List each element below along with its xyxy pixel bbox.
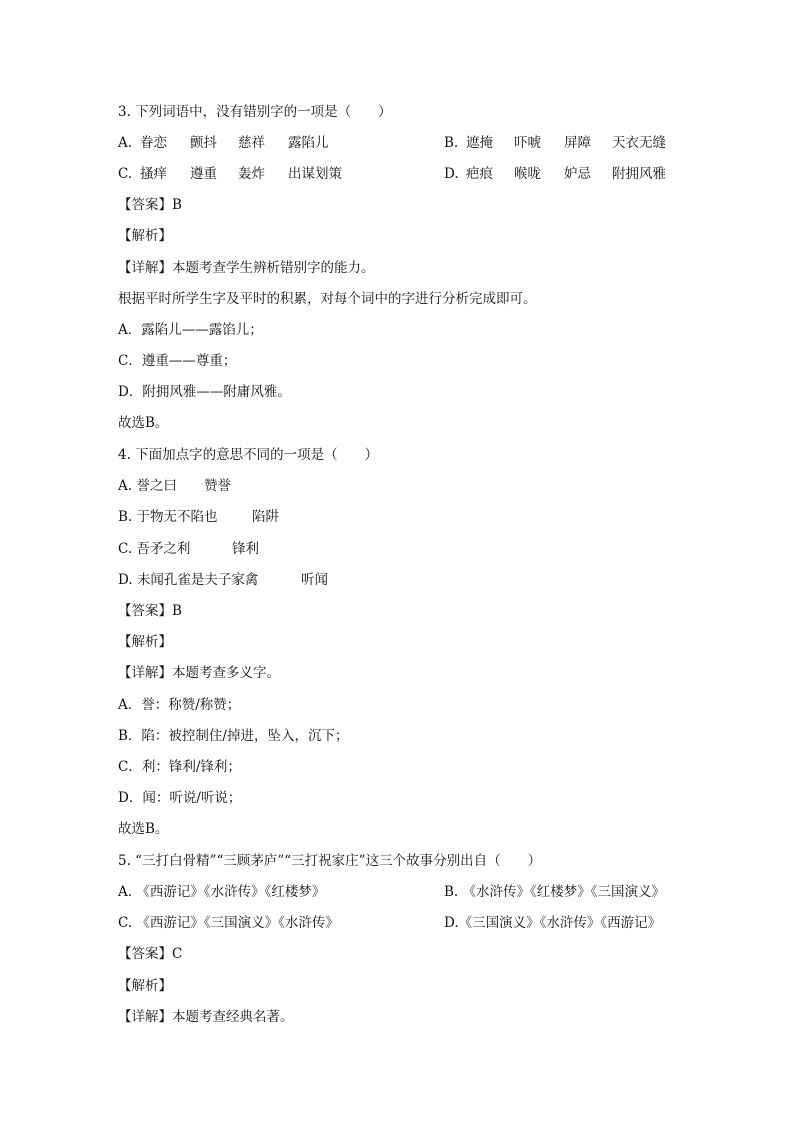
option-c-word-4: 出谋划策 bbox=[288, 166, 342, 182]
option-d-word-1: 疤痕 bbox=[466, 166, 493, 182]
option-c-phrase: C. 吾矛之利 bbox=[118, 541, 191, 557]
option-b: B. 《水浒传》《红楼梦》《三国演义》 bbox=[444, 884, 666, 900]
option-d-word-4: 附拥风雅 bbox=[612, 166, 666, 182]
option-b-word-1: 遮掩 bbox=[466, 135, 493, 151]
question-5-stem: 5. “三打白骨精”“三顾茅庐”“三打祝家庄”这三个故事分别出自（ ） bbox=[118, 853, 542, 869]
option-b-label: B. bbox=[444, 135, 459, 151]
option-c-word-2: 遵重 bbox=[190, 166, 217, 182]
option-d-phrase: D. 未闻孔雀是夫子家禽 bbox=[118, 572, 259, 588]
question-3-analysis-line: A．露陷儿——露馅儿； bbox=[118, 322, 263, 338]
option-b-word-4: 天衣无缝 bbox=[612, 135, 666, 151]
question-3-answer: 【答案】B bbox=[118, 197, 182, 213]
question-4-analysis-line: B．陷：被控制住/掉进，坠入，沉下； bbox=[118, 728, 349, 744]
option-a-word-3: 慈祥 bbox=[238, 135, 265, 151]
option-b-word: 陷阱 bbox=[252, 509, 279, 525]
option-d: D.《三国演义》《水浒传》《西游记》 bbox=[444, 915, 662, 931]
option-a-label: A. bbox=[118, 135, 133, 151]
option-d-word-2: 喉咙 bbox=[514, 166, 541, 182]
option-a-word-2: 颤抖 bbox=[190, 135, 217, 151]
option-b-phrase: B. 于物无不陷也 bbox=[118, 509, 218, 525]
question-3-analysis-heading: 【解析】 bbox=[118, 228, 172, 244]
question-4-analysis-line: A．誉：称赞/称赞； bbox=[118, 697, 241, 713]
question-3-conclusion: 故选B。 bbox=[118, 415, 169, 431]
question-5-answer: 【答案】C bbox=[118, 946, 183, 962]
option-a-word-1: 眷恋 bbox=[140, 135, 167, 151]
question-4-analysis-line: C．利：锋利/锋利； bbox=[118, 759, 241, 775]
question-4-answer: 【答案】B bbox=[118, 603, 182, 619]
question-3-analysis-line: D．附拥风雅——附庸风雅。 bbox=[118, 384, 291, 400]
option-d-word: 听闻 bbox=[301, 572, 328, 588]
question-4-stem: 4. 下面加点字的意思不同的一项是（ ） bbox=[118, 447, 379, 463]
option-b-word-3: 屏障 bbox=[564, 135, 591, 151]
option-a: A. 《西游记》《水浒传》《红楼梦》 bbox=[118, 884, 326, 900]
option-c: C. 《西游记》《三国演义》《水浒传》 bbox=[118, 915, 339, 931]
option-c-label: C. bbox=[118, 166, 133, 182]
question-4-analysis-heading: 【解析】 bbox=[118, 634, 172, 650]
question-4-conclusion: 故选B。 bbox=[118, 821, 169, 837]
question-4-analysis-line: D．闻：听说/听说； bbox=[118, 790, 242, 806]
option-c-word: 锋利 bbox=[232, 541, 259, 557]
question-3-detail: 【详解】本题考查学生辨析错别字的能力。 bbox=[118, 260, 375, 276]
question-3-analysis-line: C．遵重——尊重； bbox=[118, 353, 237, 369]
option-c-word-1: 搔痒 bbox=[140, 166, 167, 182]
option-d-label: D. bbox=[444, 166, 459, 182]
option-d-word-3: 妒忌 bbox=[564, 166, 591, 182]
question-3-analysis-line: 根据平时所学生字及平时的积累，对每个词中的字进行分析完成即可。 bbox=[118, 291, 537, 307]
question-4-detail: 【详解】本题考查多义字。 bbox=[118, 665, 280, 681]
option-c-word-3: 轰炸 bbox=[238, 166, 265, 182]
question-5-analysis-heading: 【解析】 bbox=[118, 978, 172, 994]
question-5-detail: 【详解】本题考查经典名著。 bbox=[118, 1009, 294, 1025]
option-a-word: 赞誉 bbox=[204, 478, 231, 494]
question-3-stem: 3. 下列词语中，没有错别字的一项是（ ） bbox=[118, 104, 392, 120]
option-a-phrase: A. 誉之曰 bbox=[118, 478, 177, 494]
option-a-word-4: 露陷儿 bbox=[288, 135, 329, 151]
option-b-word-2: 吓唬 bbox=[514, 135, 541, 151]
